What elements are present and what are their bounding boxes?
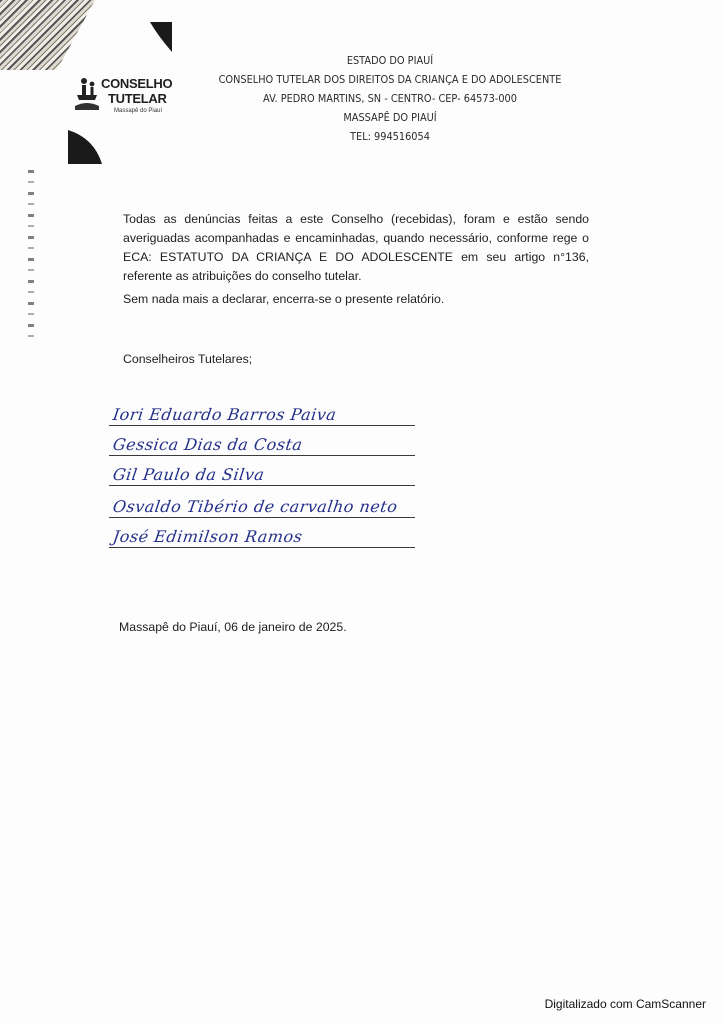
signature: Iori Eduardo Barros Paiva bbox=[111, 405, 338, 424]
signature: Gessica Dias da Costa bbox=[111, 435, 304, 454]
signature-rule bbox=[109, 547, 415, 548]
signature: Gil Paulo da Silva bbox=[111, 465, 266, 484]
conselho-tutelar-logo bbox=[74, 74, 174, 122]
logo-text-line2: TUTELAR bbox=[108, 91, 167, 106]
logo-decoration-top bbox=[150, 22, 172, 52]
letterhead-address: AV. PEDRO MARTINS, SN - CENTRO- CEP- 64573-000 bbox=[263, 93, 517, 105]
letterhead-organization: CONSELHO TUTELAR DOS DIREITOS DA CRIANÇA E DO ADOLESCENTE bbox=[218, 74, 562, 86]
letterhead bbox=[204, 52, 576, 147]
letterhead-city: MASSAPÊ DO PIAUÍ bbox=[343, 112, 437, 124]
letterhead-state: ESTADO DO PIAUÍ bbox=[346, 55, 434, 67]
signature-block bbox=[105, 398, 425, 558]
signature-line bbox=[105, 490, 415, 520]
signature-line bbox=[105, 458, 415, 488]
place-and-date: Massapê do Piauí, 06 de janeiro de 2025. bbox=[119, 620, 347, 634]
binder-hole-marks bbox=[28, 170, 34, 345]
signature-rule bbox=[109, 455, 415, 456]
letterhead-phone: TEL: 994516054 bbox=[350, 131, 430, 143]
logo-subtitle: Massapê do Piauí bbox=[114, 108, 163, 114]
conselheiros-label: Conselheiros Tutelares; bbox=[123, 352, 253, 366]
closing-statement: Sem nada mais a declarar, encerra-se o presente relatório. bbox=[123, 292, 445, 306]
signature: José Edimilson Ramos bbox=[111, 527, 304, 546]
signature-line bbox=[105, 398, 415, 428]
signature-rule bbox=[109, 425, 415, 426]
scanner-watermark: Digitalizado com CamScanner bbox=[544, 997, 706, 1011]
logo-decoration-bottom bbox=[68, 130, 102, 164]
signature-line bbox=[105, 520, 415, 550]
family-figures-icon bbox=[74, 76, 100, 112]
scan-corner-texture bbox=[0, 0, 95, 70]
signature-line bbox=[105, 428, 415, 458]
logo-text-line1: CONSELHO bbox=[101, 76, 173, 91]
signature-rule bbox=[109, 485, 415, 486]
body-paragraph: Todas as denúncias feitas a este Conselho (recebidas), foram e estão sendo averiguadas acompanhadas e encaminhadas, quando necessário, conforme rege o ECA: ESTATUTO DA CRIANÇA E DO ADOLESCENTE em seu artigo n°136, referente as atribuições do conselho tutelar. bbox=[123, 212, 589, 283]
signature-rule bbox=[109, 517, 415, 518]
signature: Osvaldo Tibério de carvalho neto bbox=[111, 497, 399, 516]
